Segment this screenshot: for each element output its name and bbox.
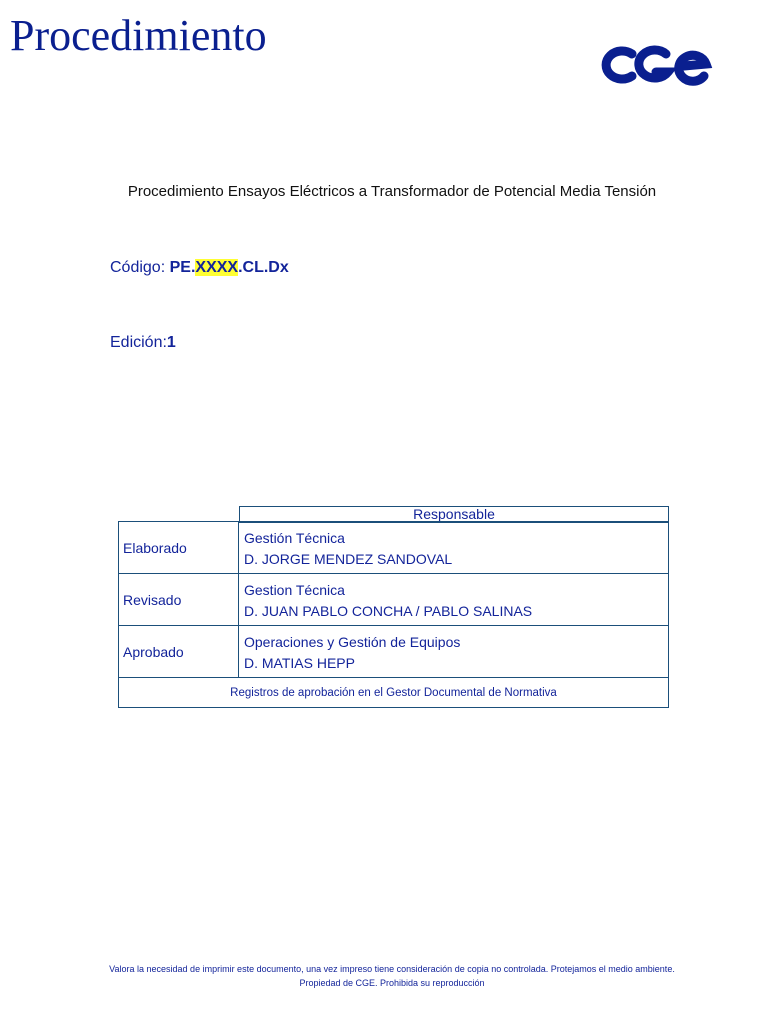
edition-label: Edición: (110, 334, 167, 351)
role-cell: Elaborado (119, 522, 239, 573)
responsible-cell (239, 574, 668, 625)
responsible-area: Gestión Técnica (244, 530, 345, 546)
cge-logo (600, 42, 714, 86)
document-edition (110, 332, 176, 354)
code-value (170, 259, 289, 276)
responsible-person: D. JORGE MENDEZ SANDOVAL (244, 551, 453, 567)
responsible-person: D. JUAN PABLO CONCHA / PABLO SALINAS (244, 603, 533, 619)
edition-value: 1 (166, 334, 176, 351)
responsible-area: Operaciones y Gestión de Equipos (244, 634, 461, 650)
document-code (110, 257, 289, 279)
document-title: Procedimiento Ensayos Eléctricos a Transformador de Potencial Media Tensión (127, 183, 657, 200)
table-row (119, 522, 668, 574)
footer-print-notice: Valora la necesidad de imprimir este documento, una vez impreso tiene consideración de copia no controlada. Protejamos el medio ambiente. (109, 964, 675, 974)
responsible-cell (239, 626, 668, 677)
responsible-cell (239, 522, 668, 573)
code-placeholder-highlight: XXXX (195, 259, 239, 276)
code-suffix: .CL.Dx (238, 259, 289, 276)
table-row (119, 574, 668, 626)
approval-rows (118, 521, 669, 708)
table-row (119, 626, 668, 678)
responsible-area: Gestion Técnica (244, 582, 345, 598)
responsible-person: D. MATIAS HEPP (244, 655, 355, 671)
page-heading: Procedimiento (10, 11, 267, 60)
footer-ownership: Propiedad de CGE. Prohibida su reproducción (299, 978, 485, 988)
code-label: Código: (110, 259, 170, 276)
code-prefix: PE. (169, 259, 196, 276)
role-cell: Revisado (119, 574, 239, 625)
page-footer (0, 962, 768, 990)
approval-records-note: Registros de aprobación en el Gestor Documental de Normativa (230, 686, 557, 699)
role-cell: Aprobado (119, 626, 239, 677)
responsable-header: Responsable (239, 506, 669, 523)
